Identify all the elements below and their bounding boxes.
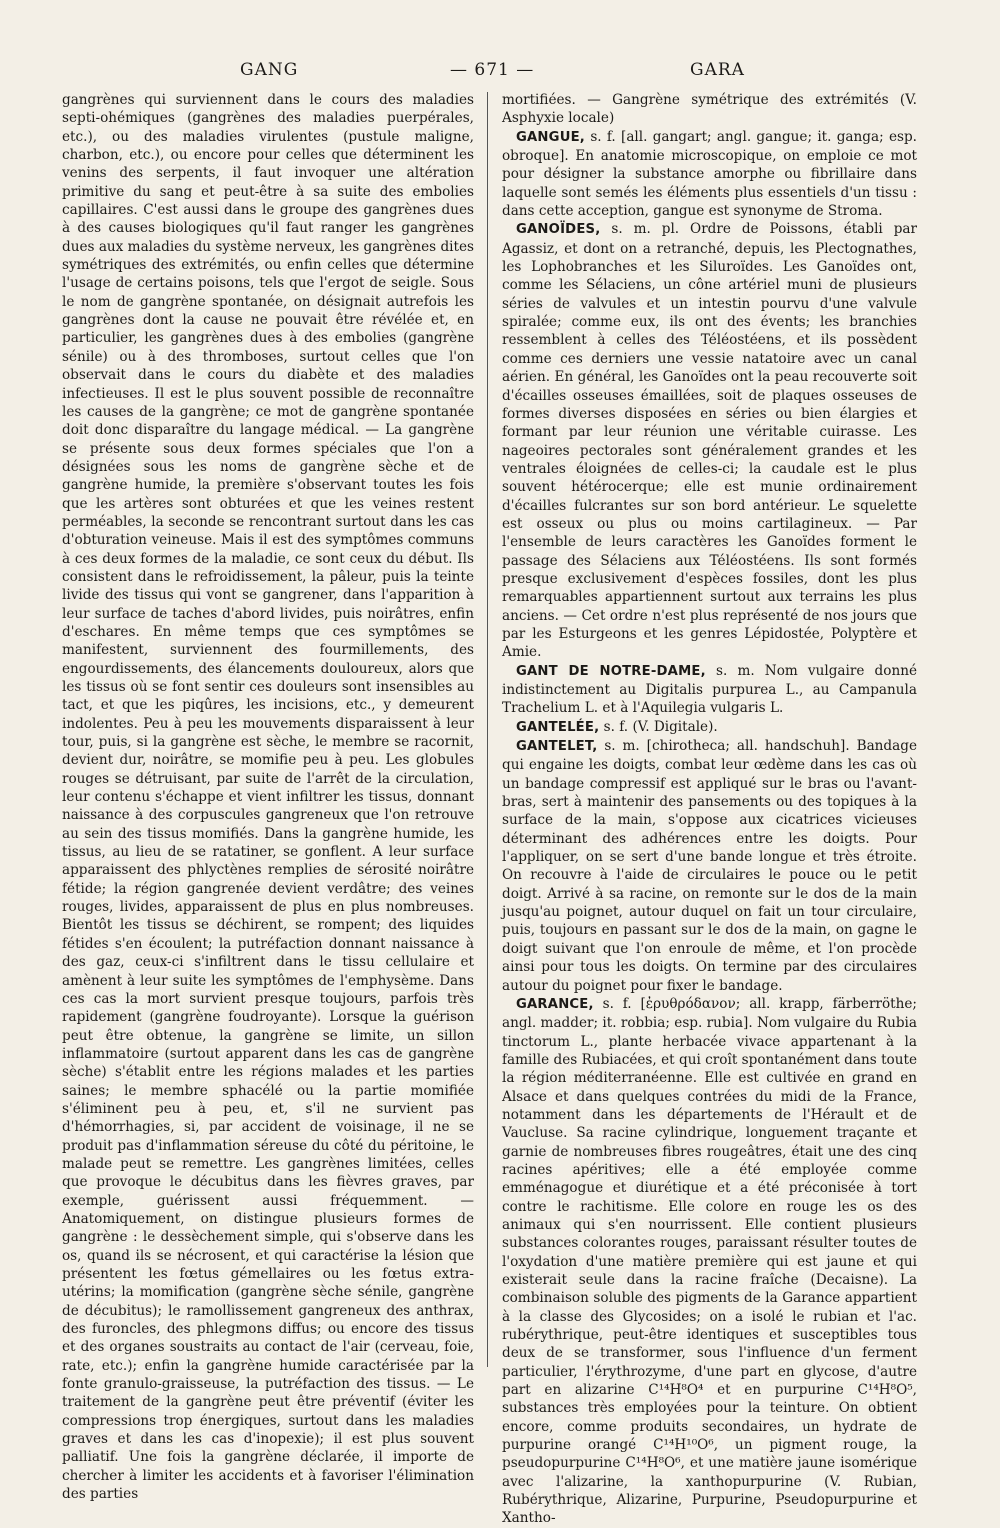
entry-garance [502,995,917,1528]
page-number: — 671 — [450,60,535,80]
header-left-guide-word: GANG [240,60,299,80]
headword: GANTELÉE, [516,719,600,735]
left-column [62,91,474,1503]
headword: GANGUE, [516,129,586,145]
headword: GANOÏDES, [516,222,601,238]
continuation-text: mortifiées. — Gangrène symétrique des extrémités (V. Asphyxie locale) [502,92,917,127]
entry-body: s. m. pl. Ordre de Poissons, établi par Agassiz, et dont on a retranché, depuis, les Plectognathes, les Lophobranches et les Siluroïdes. Les Ganoïdes ont, comme les Sélaciens, un cône artériel muni de plusieurs séries de valvules et un intestin pourvu d'une valvule spiralée; comme eux, ils ont des évents; les branchies ressemblent à celles des Téléostéens, et ils possèdent comme ces derniers une vessie natatoire avec un canal aérien. En général, les Ganoïdes ont la peau recouverte soit d'écailles osseuses émaillées, soit de plaques osseuses de formes diverses disposées en séries ou bien élargies et formant par leur réunion une véritable cuirasse. Les nageoires pectorales sont généralement grandes et les ventrales éloignées de celles-ci; la caudale est le plus souvent hétérocerque; elle est munie ordinairement d'écailles fulcrantes sur son bord antérieur. Le squelette est osseux ou plus ou moins cartilagineux. — Par l'ensemble de leurs caractères les Ganoïdes forment le passage des Sélaciens aux Téléostéens. Ils sont formés presque exclusivement d'espèces fossiles, dont les plus remarquables appartiennent surtout aux terrains les plus anciens. — Cet ordre n'est plus représenté de nos jours que par les Esturgeons et les genres Lépidostée, Polyptère et Amie. [502,221,918,661]
entry-ganoides [502,220,917,661]
right-column [502,91,917,1528]
entry-body: s. m. Nom vulgaire donné indistinctement au Digitalis purpurea L., au Campanula Trachelium L. et à l'Aquilegia vulgaris L. [502,662,917,717]
entry-body: s. f. (V. Digitale). [603,718,718,735]
entry-gantelee [502,718,917,737]
entry-gant-de-notre-dame [502,662,917,718]
headword: GANTELET, [516,739,598,755]
header-right-guide-word: GARA [690,60,745,80]
column-divider [487,92,488,1367]
entry-body: s. m. [chirotheca; all. handschuh]. Bandage qui engaine les doigts, combat leur œdème dans les cas où un bandage compressif est appliqué sur le bras ou l'avant-bras, sert à maintenir des pansements ou des topiques à la surface de la main, s'oppose aux cicatrices vicieuses déterminant des adhérences entre les doigts. Pour l'appliquer, on se sert d'une bande longue et très étroite. On recouvre à l'aide de circulaires le pouce ou le petit doigt. Arrivé à sa racine, on remonte sur le dos de la main jusqu'au poignet, autour duquel on fait un tour circulaire, puis, toujours en passant sur le dos de la main, on gagne le doigt suivant que l'on enroule de même, et l'on procède ainsi pour tous les doigts. On termine par des circulaires autour du poignet pour fixer le bandage. [502,738,917,994]
left-column-text: gangrènes qui surviennent dans le cours des maladies septi-ohémiques (gangrènes des maladies puerpérales, etc.), ou des maladies virulentes (pustule maligne, charbon, etc.), ou encore pour celles que déterminent les venins des serpents, il faut invoquer une altération primitive du sang et peut-être à sa suite des embolies capillaires. C'est aussi dans le groupe des gangrènes dues à des causes biologiques qu'il faut ranger les gangrènes dues aux maladies du système nerveux, les gangrènes dites symétriques des extrémités, ou enfin celles que détermine l'usage de certains poisons, tels que l'ergot de seigle. Sous le nom de gangrène spontanée, on désignait autrefois les gangrènes dont la cause ne pouvait être révélée et, en particulier, les gangrènes dues à des embolies (gangrène sénile) ou à des thromboses, surtout celles que l'on observait dans le cours du diabète et des maladies infectieuses. Il est le plus souvent possible de reconnaître les causes de la gangrène; ce mot de gangrène spontanée doit donc disparaître du langage médical. — La gangrène se présente sous deux formes spéciales que l'on a désignées sous les noms de gangrène sèche et de gangrène humide, la première s'observant toutes les fois que les artères sont obturées et que les veines restent perméables, la seconde se rencontrant surtout dans les cas d'obturation veineuse. Mais il est des symptômes communs à ces deux formes de la maladie, ce sont ceux du début. Ils consistent dans le refroidissement, la pâleur, puis la teinte livide des tissus qui vont se gangrener, dans l'apparition à leur surface de taches d'abord livides, puis noirâtres, enfin d'eschares. En même temps que ces symptômes se manifestent, surviennent des fourmillements, des engourdissements, des élancements douloureux, alors que les tissus où se font sentir ces douleurs sont insensibles au tact, et que les piqûres, les incisions, etc., y demeurent indolentes. Peu à peu les mouvements disparaissent à leur tour, puis, si la gangrène est sèche, le membre se racornit, devient dur, noirâtre, se momifie peu à peu. Les globules rouges se détruisant, par suite de l'arrêt de la circulation, leur contenu s'échappe et vient infiltrer les tissus, donnant naissance à des corpuscules gangreneux que l'on retrouve au sein des tissus momifiés. Dans la gangrène humide, les tissus, au lieu de se ratatiner, se gonflent. A leur surface apparaissent des phlyctènes remplies de sérosité noirâtre fétide; la région gangrenée devient verdâtre; des veines rouges, livides, apparaissent de plus en plus nombreuses. Bientôt les tissus se déchirent, se rompent; des liquides fétides s'en écoulent; la putréfaction donnant naissance à des gaz, ceux-ci s'infiltrent dans le tissu cellulaire et amènent à leur suite les symptômes de l'emphysème. Dans ces cas la mort survient presque toujours, parfois très rapidement (gangrène foudroyante). Lorsque la guérison peut être obtenue, la gangrène se limite, un sillon inflammatoire (surtout apparent dans les cas de gangrène sèche) s'établit entre les régions malades et les parties saines; le membre sphacélé ou la partie momifiée s'éliminent peu à peu, et, s'il ne survient pas d'hémorrhagies, si, par accident de voisinage, il ne se produit pas d'inflammation séreuse du côté du péritoine, le malade peut se remettre. Les gangrènes limitées, celles que provoque le décubitus dans les fièvres graves, par exemple, guérissent aussi fréquemment. — Anatomiquement, on distingue plusieurs formes de gangrène : le dessèchement simple, qui s'observe dans les os, quand ils se nécrosent, et qui caractérise la lésion que présentent les fœtus gémellaires ou les fœtus extra-utérins; la momification (gangrène sèche sénile, gangrène de décubitus); le ramollissement gangreneux des anthrax, des furoncles, des phlegmons diffus; ou encore des tissus et des organes soustraits au contact de l'air (cerveau, foie, rate, etc.); enfin la gangrène humide caractérisée par la fonte granulo-graisseuse, la putréfaction des tissus. — Le traitement de la gangrène peut être préventif (éviter les compressions trop énergiques, surtout dans les maladies graves et dans les cas d'inopexie); il est plus souvent palliatif. Une fois la gangrène déclarée, il importe de chercher à limiter les accidents et à favoriser l'élimination des parties [62,92,474,1503]
entry-gantelet [502,737,917,995]
headword: GANT DE NOTRE-DAME, [516,663,706,679]
headword: GARANCE, [516,996,594,1012]
running-header [0,60,1000,90]
entry-body: s. f. [all. gangart; angl. gangue; it. ganga; esp. obroque]. En anatomie microscopique, on emploie ce mot pour désigner la substance amorphe ou fibrillaire dans laquelle sont semés les éléments plus essentiels d'un tissu : dans cette acception, gangue est synonyme de Stroma. [502,128,917,220]
entry-body: s. f. [ἐρυθρόδανον; all. krapp, färberröthe; angl. madder; it. robbia; esp. rubia]. Nom vulgaire du Rubia tinctorum L., plante herbacée vivace appartenant à la famille des Rubiacées, et qui croît spontanément dans toute la région méditerranéenne. Elle est cultivée en grand en Alsace et dans quelques contrées du midi de la France, notamment dans les départements de l'Hérault et de Vaucluse. Sa racine cylindrique, longuement traçante et garnie de nombreuses fibres rougeâtres, était une des cinq racines apéritives; elle a été employée comme emménagogue et diurétique et a été préconisée à tort contre le rachitisme. Elle colore en rouge les os des animaux qui s'en nourrissent. Elle contient plusieurs substances colorantes rouges, paraissant résulter toutes de l'oxydation d'une matière première qui est jaune et qui existerait seule dans la racine fraîche (Decaisne). La combinaison soluble des pigments de la Garance appartient à la classe des Glycosides; on a isolé le rubian et l'ac. rubérythrique, peut-être identiques et susceptibles tous deux de se transformer, sous l'influence d'un ferment particulier, l'érythrozyme, d'une part en glycose, d'autre part en alizarine C¹⁴H⁸O⁴ et en purpurine C¹⁴H⁸O⁵, substances très employées pour la teinture. On obtient encore, comme produits secondaires, un hydrate de purpurine orangé C¹⁴H¹⁰O⁶, un pigment rouge, la pseudopurpurine C¹⁴H⁸O⁶, et une matière jaune isomérique avec l'alizarine, la xanthopurpurine (V. Rubian, Rubérythrique, Alizarine, Purpurine, Pseudopurpurine et Xantho- [502,995,918,1527]
entry-gangue [502,128,917,221]
